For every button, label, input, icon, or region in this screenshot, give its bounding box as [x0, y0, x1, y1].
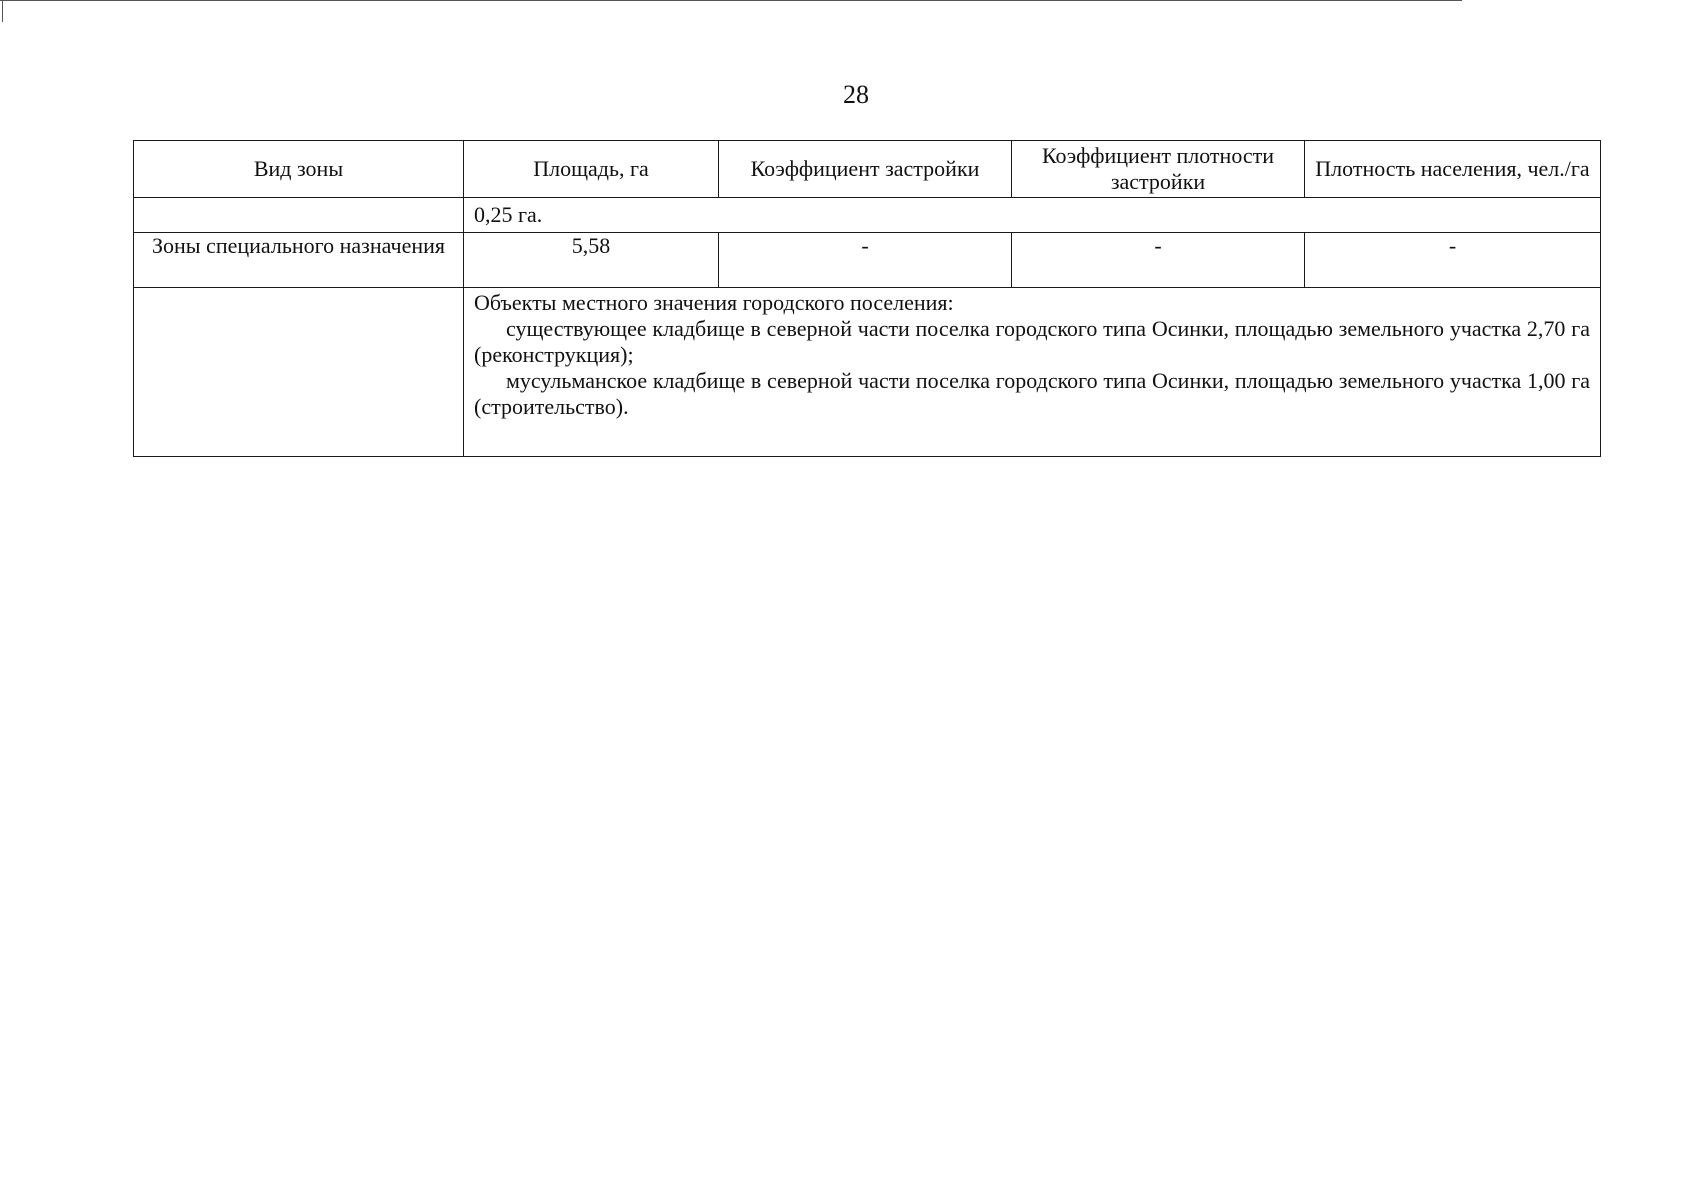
zone-type-cell: Зоны специального назначения	[134, 233, 464, 288]
objects-item: мусульманское кладбище в северной части поселка городского типа Осинки, площадью земельного участка 1,00 га (строительство).	[474, 368, 1590, 419]
objects-heading: Объекты местного значения городского поселения:	[474, 290, 954, 315]
table-row	[134, 288, 1601, 457]
header-building-coefficient: Коэффициент застройки	[719, 141, 1012, 198]
scan-edge-top	[0, 0, 1462, 1]
objects-cell	[464, 288, 1601, 457]
table-row	[134, 233, 1601, 288]
zone-building-coefficient-cell: -	[719, 233, 1012, 288]
objects-zone-cell	[134, 288, 464, 457]
table-row	[134, 198, 1601, 233]
zone-area-cell: 5,58	[464, 233, 719, 288]
page-number: 28	[843, 80, 869, 109]
objects-item: существующее кладбище в северной части поселка городского типа Осинки, площадью земельного участка 2,70 га (реконструкция);	[474, 316, 1590, 367]
table-header-row	[134, 141, 1601, 198]
cont-area-text: 0,25 га.	[464, 198, 1601, 233]
header-area: Площадь, га	[464, 141, 719, 198]
zones-table	[133, 140, 1601, 457]
header-density-coefficient: Коэффициент плотности застройки	[1012, 141, 1305, 198]
zone-density-coefficient-cell: -	[1012, 233, 1305, 288]
header-zone-type: Вид зоны	[134, 141, 464, 198]
header-population-density: Плотность населения, чел./га	[1305, 141, 1601, 198]
cont-zone-cell	[134, 198, 464, 233]
zone-population-density-cell: -	[1305, 233, 1601, 288]
scan-edge-left	[2, 0, 3, 22]
